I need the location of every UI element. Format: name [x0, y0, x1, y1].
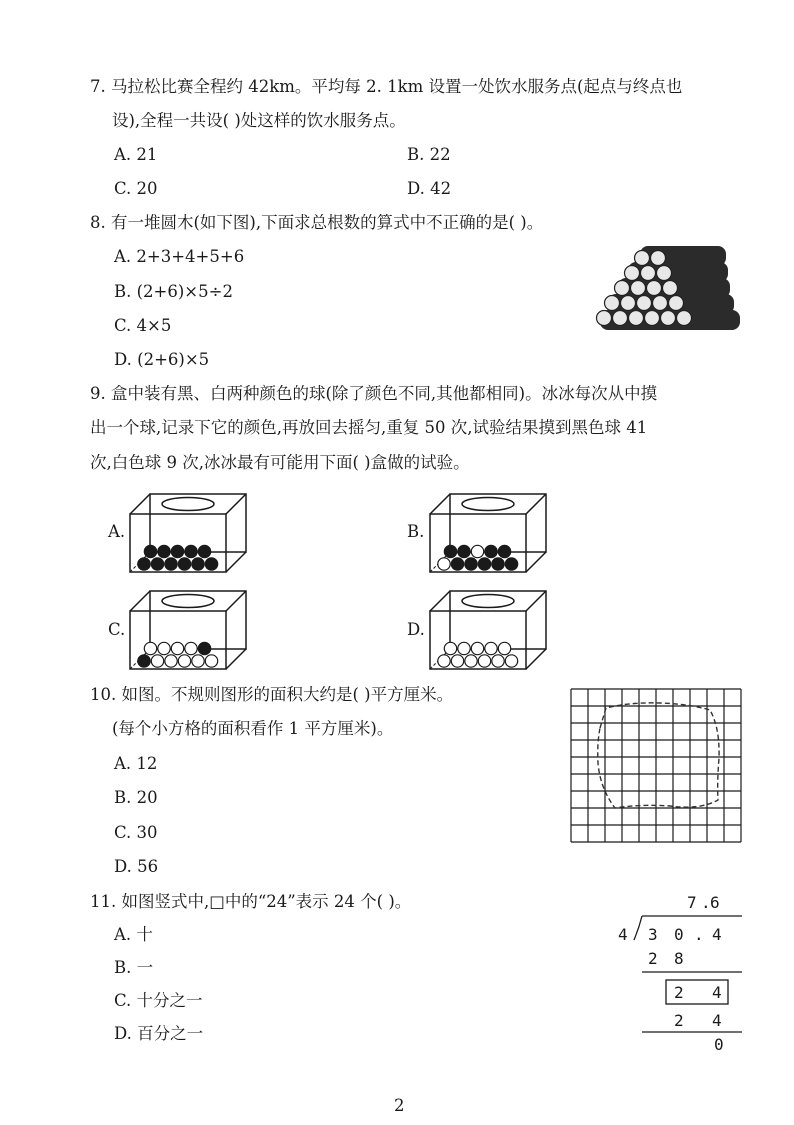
q9-box-b-label: B. — [407, 522, 425, 541]
q11-line1: 11. 如图竖式中,□中的“24”表示 24 个( )。 — [90, 892, 412, 911]
q7-option-d: D. 42 — [407, 179, 452, 198]
quotient-digit-2: 6 — [710, 893, 720, 912]
ball-box-a — [124, 490, 250, 575]
q7-line1: 7. 马拉松比赛全程约 42km。平均每 2. 1km 设置一处饮水服务点(起点与终点也 — [90, 77, 683, 96]
q11-option-a: A. 十 — [114, 925, 153, 944]
q9-box-a-label: A. — [108, 522, 126, 541]
step2-digit-1: 2 — [674, 983, 684, 1002]
step3-digit-2: 4 — [712, 1011, 722, 1030]
q8-option-c: C. 4×5 — [114, 316, 172, 335]
ball-box-c — [124, 587, 250, 672]
step3-digit-1: 2 — [674, 1011, 684, 1030]
remainder: 0 — [714, 1035, 724, 1054]
step1-digit-2: 8 — [674, 949, 684, 968]
q7-option-c: C. 20 — [114, 179, 158, 198]
quotient-digit-1: 7 — [687, 893, 697, 912]
q7-option-a: A. 21 — [114, 145, 158, 164]
q9-line3: 次,白色球 9 次,冰冰最有可能用下面( )盒做的试验。 — [90, 453, 470, 472]
square-grid-figure — [570, 688, 744, 842]
dividend-digit-1: 3 — [648, 925, 658, 944]
q9-box-d-label: D. — [407, 620, 425, 639]
q10-option-a: A. 12 — [114, 754, 158, 773]
long-division-figure — [612, 888, 747, 1058]
dividend-point: . — [694, 925, 704, 944]
q9-box-c-label: C. — [108, 620, 126, 639]
ball-box-d — [424, 587, 550, 672]
q11-option-c: C. 十分之一 — [114, 991, 203, 1010]
divisor: 4 — [618, 925, 628, 944]
ball-box-b — [424, 490, 550, 575]
q11-option-b: B. 一 — [114, 958, 154, 977]
q8-option-a: A. 2+3+4+5+6 — [114, 247, 245, 266]
page-number: 2 — [394, 1096, 405, 1115]
quotient-point: . — [701, 893, 711, 912]
q7-option-b: B. 22 — [407, 145, 451, 164]
q10-option-c: C. 30 — [114, 823, 158, 842]
q9-line2: 出一个球,记录下它的颜色,再放回去摇匀,重复 50 次,试验结果摸到黑色球 41 — [90, 418, 648, 437]
q8-option-b: B. (2+6)×5÷2 — [114, 282, 233, 301]
step1-digit-1: 2 — [648, 949, 658, 968]
q8-line1: 8. 有一堆圆木(如下图),下面求总根数的算式中不正确的是( )。 — [90, 213, 544, 232]
q11-option-d: D. 百分之一 — [114, 1024, 204, 1043]
q8-option-d: D. (2+6)×5 — [114, 350, 210, 369]
q9-line1: 9. 盒中装有黑、白两种颜色的球(除了颜色不同,其他都相同)。冰冰每次从中摸 — [90, 384, 658, 403]
q10-option-d: D. 56 — [114, 857, 159, 876]
q10-line1: 10. 如图。不规则图形的面积大约是( )平方厘米。 — [90, 685, 454, 704]
step2-digit-2: 4 — [712, 983, 722, 1002]
log-pile-illustration — [590, 240, 750, 340]
q7-line2: 设),全程一共设( )处这样的饮水服务点。 — [112, 111, 406, 130]
q10-line2: (每个小方格的面积看作 1 平方厘米)。 — [112, 719, 394, 738]
dividend-digit-3: 4 — [712, 925, 722, 944]
q10-option-b: B. 20 — [114, 788, 158, 807]
dividend-digit-2: 0 — [674, 925, 684, 944]
